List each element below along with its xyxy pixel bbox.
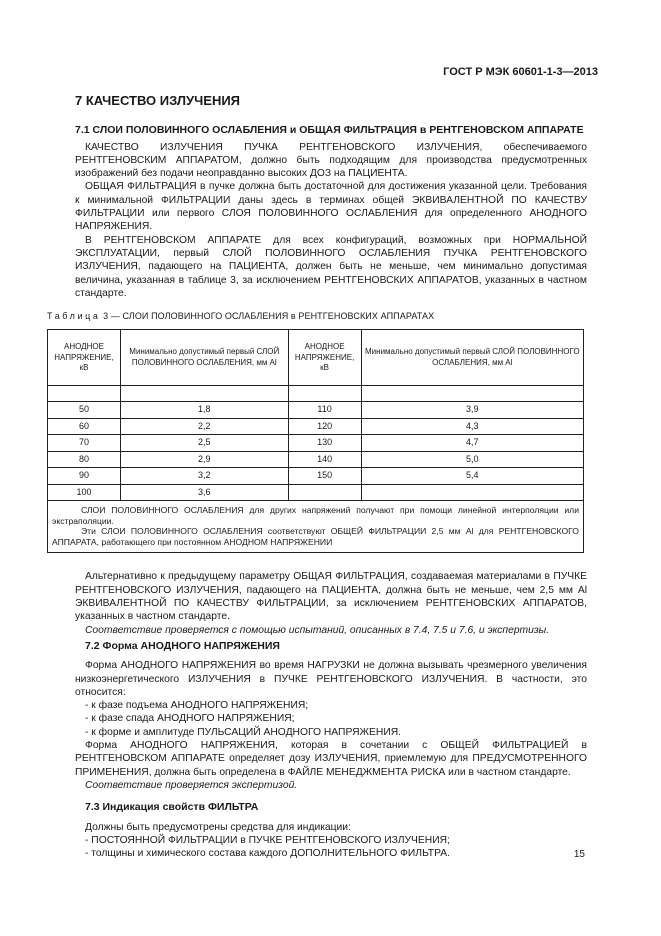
section-7-2-title: 7.2 Форма АНОДНОГО НАПРЯЖЕНИЯ <box>85 639 280 652</box>
half-value-layer-table <box>47 329 584 553</box>
table-cell: 5,4 <box>361 468 583 485</box>
table-note-row <box>48 501 584 553</box>
table-cell: 2,2 <box>120 418 288 435</box>
table-cell: 90 <box>48 468 121 485</box>
paragraph: Форма АНОДНОГО НАПРЯЖЕНИЯ, которая в сочетании с ОБЩЕЙ ФИЛЬТРАЦИЕЙ в РЕНТГЕНОВСКОМ АППАРАТЕ определяет дозу ИЗЛУЧЕНИЯ, приемлемую для ПРЕДУСМОТРЕННОГО ПРИМЕНЕНИЯ, должна быть определена в ФАЙЛЕ МЕНЕДЖМЕНТА РИСКА или в частном стандарте. <box>75 740 587 778</box>
section-7-3-title: 7.3 Индикация свойств ФИЛЬТРА <box>85 801 259 814</box>
column-header-layer: Минимально допустимый первый СЛОЙ ПОЛОВИННОГО ОСЛАБЛЕНИЯ, мм Al <box>120 330 288 386</box>
list-item: - ПОСТОЯННОЙ ФИЛЬТРАЦИИ в ПУЧКЕ РЕНТГЕНОВСКОГО ИЗЛУЧЕНИЯ; <box>85 834 450 846</box>
table-caption <box>47 310 587 323</box>
paragraph: В РЕНТГЕНОВСКОМ АППАРАТЕ для всех конфигураций, возможных при НОРМАЛЬНОЙ ЭКСПЛУАТАЦИИ, первый СЛОЙ ПОЛОВИННОГО ОСЛАБЛЕНИЯ ПУЧКА РЕНТГЕНОВСКОГО ИЗЛУЧЕНИЯ, падающего на ПАЦИЕНТА, должен быть не меньше, чем минимально допустимая величина, указанная в таблице 3, за исключением РЕНТГЕНОВСКИХ АППАРАТОВ, указанных в частном стандарте. <box>75 234 587 299</box>
table-cell: 80 <box>48 451 121 468</box>
table-cell: 3,2 <box>120 468 288 485</box>
page-number: 15 <box>573 849 585 860</box>
table-caption-text: 3 — СЛОИ ПОЛОВИННОГО ОСЛАБЛЕНИЯ в РЕНТГЕНОВСКИХ АППАРАТАХ <box>100 311 435 322</box>
table-cell: 110 <box>288 402 361 419</box>
table-cell <box>288 484 361 501</box>
list-item: - к фазе спада АНОДНОГО НАПРЯЖЕНИЯ; <box>85 713 295 725</box>
list-item: - толщины и химического состава каждого ДОПОЛНИТЕЛЬНОГО ФИЛЬТРА. <box>85 848 450 860</box>
table-note: СЛОИ ПОЛОВИННОГО ОСЛАБЛЕНИЯ для других напряжений получают при помощи линейной интерполяции или экстраполяции. <box>52 505 579 526</box>
table-cell: 140 <box>288 451 361 468</box>
table-cell: 60 <box>48 418 121 435</box>
table-row <box>48 435 584 452</box>
paragraph: Должны быть предусмотрены средства для индикации: <box>85 821 351 833</box>
table-cell: 50 <box>48 402 121 419</box>
paragraph: КАЧЕСТВО ИЗЛУЧЕНИЯ ПУЧКА РЕНТГЕНОВСКОГО ИЗЛУЧЕНИЯ, обеспечиваемого РЕНТГЕНОВСКИМ АППАРАТОМ, должно быть подходящим для производства предусмотренных изображений без подачи неоправданно высоких ДОЗ на ПАЦИЕНТА. <box>75 141 587 180</box>
table-cell: 4,7 <box>361 435 583 452</box>
compliance-note: Соответствие проверяется с помощью испытаний, описанных в 7.4, 7.5 и 7.6, и экспертизы. <box>85 624 550 636</box>
table-cell: 150 <box>288 468 361 485</box>
paragraph: Форма АНОДНОГО НАПРЯЖЕНИЯ во время НАГРУЗКИ не должна вызывать чрезмерного увеличения низкоэнергетического ИЗЛУЧЕНИЯ в ПУЧКЕ РЕНТГЕНОВСКОГО ИЗЛУЧЕНИЯ. В частности, это относится: <box>75 660 587 698</box>
table-cell: 2,5 <box>120 435 288 452</box>
table-cell: 130 <box>288 435 361 452</box>
list-item: - к фазе подъема АНОДНОГО НАПРЯЖЕНИЯ; <box>85 700 309 712</box>
table-cell: 3,9 <box>361 402 583 419</box>
table-row <box>48 484 584 501</box>
list-item: - к форме и амплитуде ПУЛЬСАЦИЙ АНОДНОГО НАПРЯЖЕНИЯ. <box>85 726 402 738</box>
table-cell: 100 <box>48 484 121 501</box>
table-cell <box>361 484 583 501</box>
table-cell: 4,3 <box>361 418 583 435</box>
table-cell: 2,9 <box>120 451 288 468</box>
table-row <box>48 451 584 468</box>
compliance-note: Соответствие проверяется экспертизой. <box>85 779 298 791</box>
table-header-row <box>48 330 584 386</box>
document-header: ГОСТ Р МЭК 60601-1-3—2013 <box>443 66 598 78</box>
section-7-1-title: 7.1 СЛОИ ПОЛОВИННОГО ОСЛАБЛЕНИЯ и ОБЩАЯ ФИЛЬТРАЦИЯ в РЕНТГЕНОВСКОМ АППАРАТЕ <box>75 124 584 137</box>
table-cell: 3,6 <box>120 484 288 501</box>
table-row <box>48 468 584 485</box>
column-header-layer: Минимально допустимый первый СЛОЙ ПОЛОВИННОГО ОСЛАБЛЕНИЯ, мм Al <box>361 330 583 386</box>
table-spacer-row <box>48 386 584 402</box>
paragraph: ОБЩАЯ ФИЛЬТРАЦИЯ в пучке должна быть достаточной для достижения указанной цели. Требования к минимальной ФИЛЬТРАЦИИ даны здесь в терминах общей ЭКВИВАЛЕНТНОЙ ПО КАЧЕСТВУ ФИЛЬТРАЦИИ или первого СЛОЯ ПОЛОВИННОГО ОСЛАБЛЕНИЯ для определенного АНОДНОГО НАПРЯЖЕНИЯ. <box>75 181 587 233</box>
table-note: Эти СЛОИ ПОЛОВИННОГО ОСЛАБЛЕНИЯ соответствуют ОБЩЕЙ ФИЛЬТРАЦИИ 2,5 мм Al для РЕНТГЕНОВСКОГО АППАРАТА, работающего при постоянном АНОДНОМ НАПРЯЖЕНИИ <box>52 526 579 547</box>
table-notes <box>48 501 584 553</box>
table-caption-prefix: Таблица <box>47 311 101 322</box>
table-row <box>48 402 584 419</box>
column-header-voltage: АНОДНОЕ НАПРЯЖЕНИЕ, кВ <box>48 330 121 386</box>
section-7-title: 7 КАЧЕСТВО ИЗЛУЧЕНИЯ <box>75 93 241 108</box>
paragraph: Альтернативно к предыдущему параметру ОБЩАЯ ФИЛЬТРАЦИЯ, создаваемая материалами в ПУЧКЕ РЕНТГЕНОВСКОГО ИЗЛУЧЕНИЯ, падающего на ПАЦИЕНТА, должна быть не меньше, чем 2,5 мм Al ЭКВИВАЛЕНТНОЙ ПО КАЧЕСТВУ ФИЛЬТРАЦИИ, за исключением РЕНТГЕНОВСКИХ АППАРАТОВ, указанных в частном стандарте. <box>75 571 587 623</box>
table-row <box>48 418 584 435</box>
table-cell: 120 <box>288 418 361 435</box>
page-content <box>47 93 587 860</box>
table-cell: 70 <box>48 435 121 452</box>
table-cell: 5,0 <box>361 451 583 468</box>
column-header-voltage: АНОДНОЕ НАПРЯЖЕНИЕ, кВ <box>288 330 361 386</box>
table-cell: 1,8 <box>120 402 288 419</box>
